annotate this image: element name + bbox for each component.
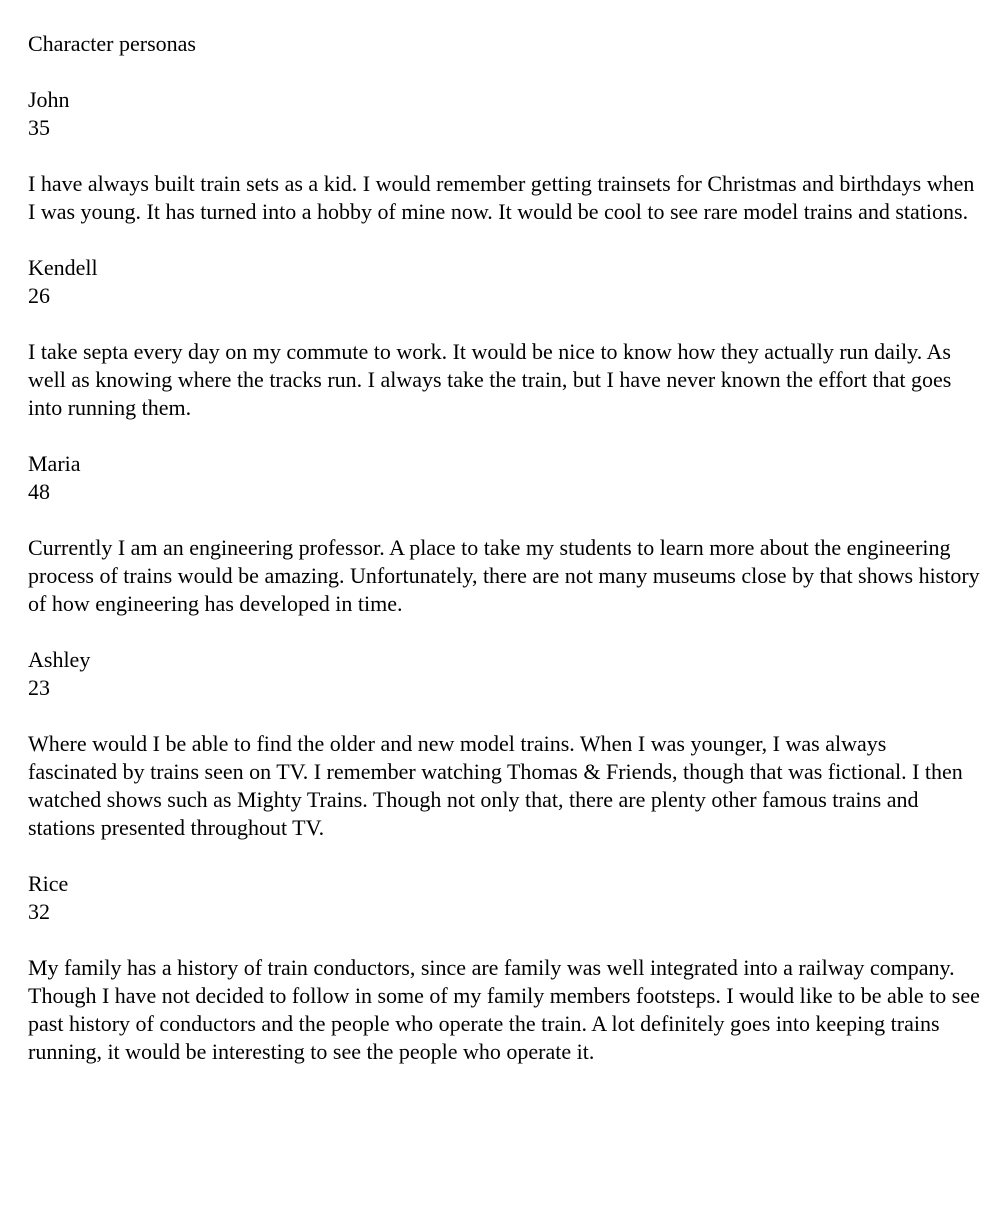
persona-name: John — [28, 87, 70, 112]
persona-bio: Where would I be able to find the older and new model trains. When I was younger, I was always fascinated by trains seen on TV. I remember watching Thomas & Friends, though that was fictional. I then watched shows such as Mighty Trains. Though not only that, there are plenty other famous trains and stations presented throughout TV. — [28, 731, 963, 840]
persona-rice — [28, 870, 980, 1066]
persona-age: 32 — [28, 899, 50, 924]
persona-bio: I take septa every day on my commute to work. It would be nice to know how they actually run daily. As well as knowing where the tracks run. I always take the train, but I have never known the effort that goes into running them. — [28, 339, 952, 420]
page-title: Character personas — [28, 31, 196, 56]
persona-bio: I have always built train sets as a kid. I would remember getting trainsets for Christmas and birthdays when I was young. It has turned into a hobby of mine now. It would be cool to see rare model trains and stations. — [28, 171, 975, 224]
persona-ashley — [28, 646, 980, 842]
persona-bio: Currently I am an engineering professor. A place to take my students to learn more about the engineering process of trains would be amazing. Unfortunately, there are not many museums close by that shows history of how engineering has developed in time. — [28, 535, 980, 616]
persona-maria — [28, 450, 980, 618]
persona-age: 48 — [28, 479, 50, 504]
persona-name: Rice — [28, 871, 69, 896]
persona-name: Maria — [28, 451, 81, 476]
persona-kendell — [28, 254, 980, 422]
persona-age: 23 — [28, 675, 50, 700]
persona-name: Kendell — [28, 255, 98, 280]
persona-age: 26 — [28, 283, 50, 308]
persona-age: 35 — [28, 115, 50, 140]
persona-bio: My family has a history of train conductors, since are family was well integrated into a railway company. Though I have not decided to follow in some of my family members footsteps. I would like to be able to see past history of conductors and the people who operate the train. A lot definitely goes into keeping trains running, it would be interesting to see the people who operate it. — [28, 955, 980, 1064]
persona-name: Ashley — [28, 647, 91, 672]
persona-john — [28, 86, 980, 226]
